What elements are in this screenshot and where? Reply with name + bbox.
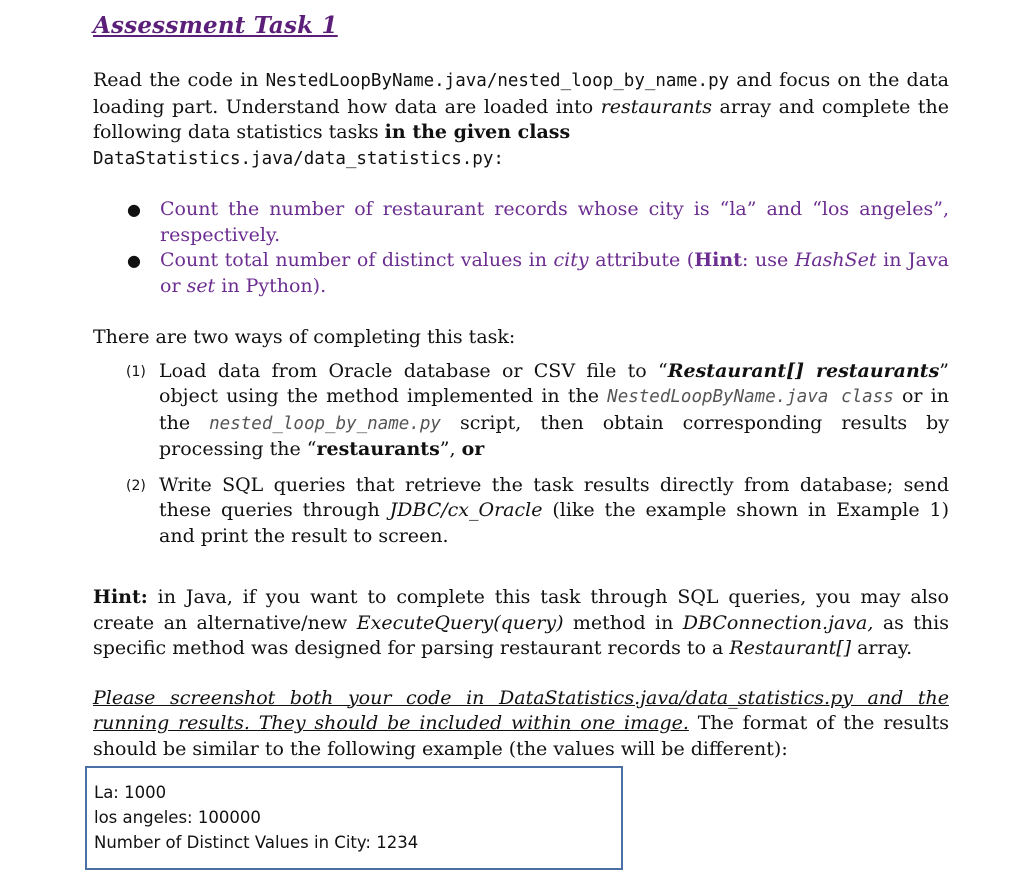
intro-text-3: array and complete the following data statistics tasks <box>93 95 950 143</box>
example-output-box <box>85 766 623 870</box>
screenshot-note <box>93 686 949 763</box>
bullet-2-set: set <box>186 274 216 297</box>
option-item-2 <box>126 473 949 550</box>
option-1-text-e: ”, <box>439 438 462 460</box>
bullet-2-text-b: attribute ( <box>588 249 695 271</box>
screenshot-note-rest: The format of the results should be similar to the following example (the values will be different): <box>93 712 950 760</box>
hint-text-d: array. <box>851 637 913 659</box>
option-2-text-b: (like the example shown in Example 1) and print the result to screen. <box>159 499 949 547</box>
option-1-py-script: nested_loop_by_name.py <box>209 413 441 434</box>
hint-array: Restaurant[] <box>729 637 852 659</box>
option-number-2: (2) <box>126 477 146 494</box>
intro-file-name: NestedLoopByName.java/nested_loop_by_name.py <box>265 71 730 91</box>
screenshot-note-underlined: Please screenshot both your code in DataStatistics.java/data_statistics.py and the running results. They should be included within one image. <box>93 686 949 734</box>
bullet-2-city: city <box>553 249 589 271</box>
bullet-2-text-d: in Java or <box>160 249 950 297</box>
bullet-2-text-e: in Python). <box>215 274 327 297</box>
hint-text-c: as this specific method was designed for parsing restaurant records to a <box>93 611 950 659</box>
hint-label: Hint: <box>93 586 148 608</box>
hint-text-a: in Java, if you want to complete this task through SQL queries, you may also create an alternative/new <box>93 586 949 634</box>
intro-restaurants: restaurants <box>600 95 713 118</box>
hint-paragraph <box>93 585 949 662</box>
option-number-1: (1) <box>126 363 146 380</box>
option-1-text-d: script, then obtain corresponding results by processing the “ <box>159 411 950 460</box>
option-1-restaurants: restaurants <box>316 438 440 460</box>
option-1-text-b: ” object using the method implemented in the <box>159 359 950 407</box>
intro-text-1: Read the code in <box>93 69 266 91</box>
option-2-jdbc: JDBC/cx_Oracle <box>389 499 543 521</box>
option-item-1 <box>126 359 950 463</box>
intro-paragraph <box>93 68 949 172</box>
ways-heading: There are two ways of completing this task: <box>93 326 516 348</box>
hint-text-b: method in <box>563 611 683 634</box>
bullet-text-1: Count the number of restaurant records whose city is “la” and “los angeles”, respectively. <box>160 198 949 246</box>
intro-in-class: in the given class <box>384 121 571 143</box>
intro-text-2: and focus on the data loading part. Understand how data are loaded into <box>93 69 949 118</box>
bullet-2-hashset: HashSet <box>794 249 877 271</box>
option-1-text-a: Load data from Oracle database or CSV file to “ <box>159 359 668 382</box>
option-1-java-class: NestedLoopByName.java class <box>607 387 894 407</box>
bullet-item-2 <box>127 248 950 299</box>
example-line-los-angeles: los angeles: 100000 <box>94 808 261 827</box>
option-1-text-c: or in the <box>159 385 949 434</box>
intro-class-file: DataStatistics.java/data_statistics.py: <box>93 148 504 169</box>
options-list <box>93 359 949 550</box>
option-1-or: or <box>461 438 485 460</box>
page-title: Assessment Task 1 <box>93 12 338 39</box>
bullet-2-text-a: Count total number of distinct values in <box>160 249 554 271</box>
bullet-dot-icon: ● <box>127 200 141 219</box>
example-line-la: La: 1000 <box>94 783 167 802</box>
bullet-dot-icon: ● <box>127 251 141 270</box>
option-2-text-a: Write SQL queries that retrieve the task results directly from database; send these queries through <box>159 473 949 521</box>
example-line-distinct: Number of Distinct Values in City: 1234 <box>94 833 419 852</box>
bullet-item-1 <box>127 197 949 248</box>
bullet-2-text-c: : use <box>741 249 795 271</box>
task-bullet-list <box>93 197 949 299</box>
bullet-2-hint: Hint <box>694 249 742 271</box>
hint-file: DBConnection.java, <box>682 611 874 634</box>
document-page <box>93 12 949 762</box>
hint-method: ExecuteQuery(query) <box>356 611 564 634</box>
option-1-object: Restaurant[] restaurants <box>667 359 940 382</box>
